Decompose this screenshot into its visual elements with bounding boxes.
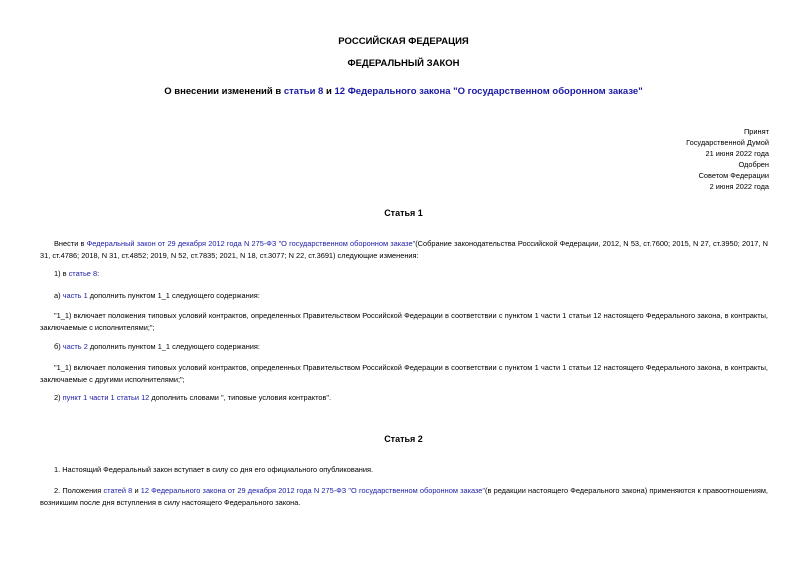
article-1-item-1 — [40, 268, 768, 280]
law-title-mid: и — [323, 86, 335, 97]
item-b-post: дополнить пунктом 1_1 следующего содержания: — [87, 342, 260, 351]
adoption-line: Советом Федерации — [698, 171, 769, 180]
item-1-post: : — [97, 269, 100, 278]
item-2-post: дополнить словами ", типовые условия контрактов". — [149, 393, 332, 402]
clause-1-part-1-art-12-link[interactable]: пункт 1 части 1 статьи 12 — [62, 393, 150, 402]
article-1-item-a — [40, 290, 768, 302]
article-2-heading: Статья 2 — [384, 434, 423, 444]
article-12-law-link[interactable]: 12 Федерального закона от 29 декабря 2012 года N 275-ФЗ "О государственном оборонном заказе" — [140, 486, 486, 495]
article-1-item-b — [40, 341, 768, 353]
article-12-link[interactable]: 12 — [334, 86, 346, 97]
adoption-block — [686, 126, 769, 192]
adoption-line: Одобрен — [738, 160, 769, 169]
item-a-post: дополнить пунктом 1_1 следующего содержания: — [87, 291, 260, 300]
article-2-item-1: 1. Настоящий Федеральный закон вступает в силу со дня его официального опубликования. — [54, 465, 374, 474]
item-a-pre: а) — [54, 291, 63, 300]
intro-pre: Внести в — [54, 239, 87, 248]
article-1-quote-a: "1_1) включает положения типовых условий контрактов, определенных Правительством Российской Федерации в соответствии с пунктом 1 части 1 статьи 12 настоящего Федерального закона, в контракты, заключаемые с исполнителями;"; — [40, 311, 768, 332]
item-2-pre: 2) — [54, 393, 63, 402]
law-title-prefix: О внесении изменений в — [164, 86, 284, 97]
article-1-intro — [40, 238, 768, 261]
article-8-ref-link[interactable]: статье 8 — [68, 269, 98, 278]
adoption-line: 21 июня 2022 года — [705, 149, 769, 158]
federal-law-link[interactable]: Федерального закона "О государственном оборонном заказе" — [347, 86, 643, 97]
article-1-heading: Статья 1 — [384, 208, 423, 218]
adoption-line: 2 июня 2022 года — [709, 182, 769, 191]
item-1-pre: 1) в — [54, 269, 69, 278]
a2-item-2-mid: и — [132, 486, 141, 495]
article-1-item-2 — [40, 392, 768, 404]
part-2-link[interactable]: часть 2 — [62, 342, 88, 351]
adoption-line: Принят — [743, 127, 769, 136]
country-heading: РОССИЙСКАЯ ФЕДЕРАЦИЯ — [338, 36, 469, 47]
part-1-link[interactable]: часть 1 — [62, 291, 88, 300]
federal-law-275-link[interactable]: Федеральный закон от 29 декабря 2012 года N 275-ФЗ "О государственном оборонном заказе" — [86, 239, 416, 248]
articles-8-link[interactable]: статей 8 — [103, 486, 133, 495]
a2-item-2-pre: 2. Положения — [54, 486, 104, 495]
article-1-quote-b: "1_1) включает положения типовых условий контрактов, определенных Правительством Российской Федерации в соответствии с пунктом 1 части 1 статьи 12 настоящего Федерального закона, в контракты, заключаемые с другими исполнителями;"; — [40, 363, 768, 384]
intro-post: (Собрание законодательства Российской Федерации, 2012, N 53, ст.7600; 2015, N 27, ст.3950; 2017, N 31, ст.4786; 2018, N 31, ст.4852; 2019, N 52, ст.7835; 2021, N 18, ст.3077; N 22, ст.3691) следующие изменения: — [40, 239, 768, 260]
law-title — [0, 86, 807, 97]
a2-item-2-post: (в редакции настоящего Федерального закона) применяются к правоотношениям, возникшим после дня вступления в силу настоящего Федерального закона. — [40, 486, 768, 507]
doc-type-heading: ФЕДЕРАЛЬНЫЙ ЗАКОН — [347, 58, 460, 69]
item-b-pre: б) — [54, 342, 63, 351]
article-2-item-2 — [40, 485, 768, 508]
article-8-link[interactable]: статьи 8 — [283, 86, 324, 97]
adoption-line: Государственной Думой — [686, 138, 769, 147]
